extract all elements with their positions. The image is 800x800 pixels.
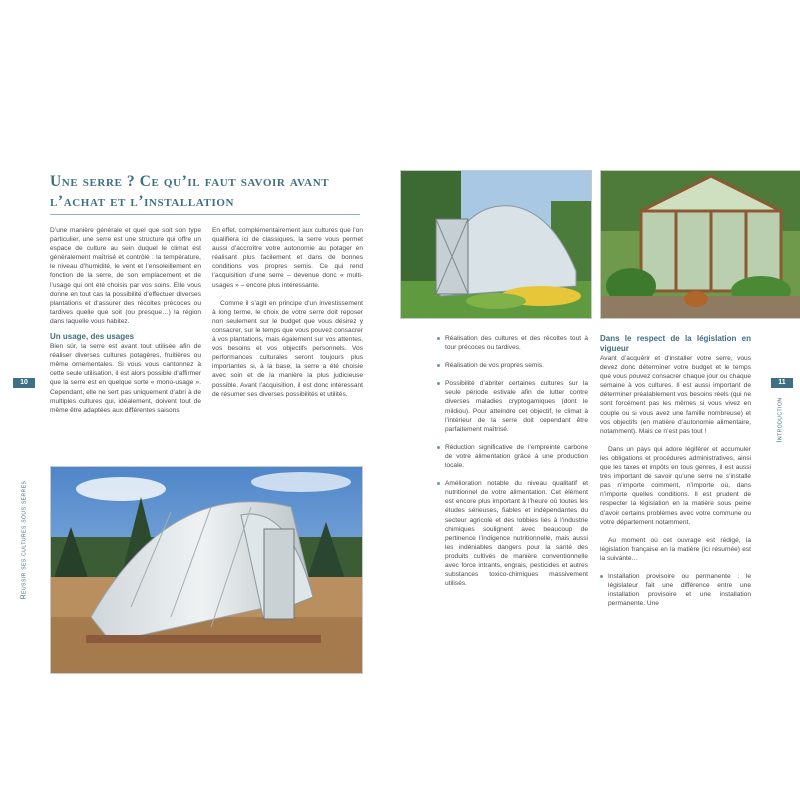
bullet-item: Amélioration notable du niveau qualitatif et nutritionnel de votre alimentation. Cet élément est encore plus important à l’heure où toutes les études sérieuses, fiables et indépendantes du secteur agricole et des lobbies liés à l’industrie chimiques soulignent avec beaucoup de pertinence l’indigence nutritionnelle, mais aussi les indéniables dangers pour la santé des produits cultivés de manière conventionnelle avec force intrants, engrais, pesticides et autres substances toxico-chimiques massivement utilisés. — [437, 479, 588, 588]
budget-paragraph: Avant d’acquérir et d’installer votre serre, vous devez donc déterminer votre budget et le temps que vous pouvez consacrer chaque jour ou chaque semaine à vos cultures. Il est aussi important de déterminer préalablement vos besoins réels (qui ne sont forcément pas les mêmes si vous vivez en couple ou si vous avez une famille nombreuse) et vos objectifs (en matière d’autonomie alimentaire, notamment). Mais ce n’est pas tout ! — [600, 355, 751, 435]
semis-paragraph: En effet, complémentairement aux cultures que l’on qualifiera ici de classiques, la serre vous permet aussi d’accroître votre autonomie au potager en réalisant plus facilement et dans de bonnes conditions vos propres semis. Ce qui rend l’acquisition d’une serre – devenue donc « multi-usages » – encore plus intéressante. — [212, 227, 363, 289]
usage-paragraph: Bien sûr, la serre est avant tout utilisée afin de réaliser diverses cultures potagères, fruitières ou même ornementales. Si vous vous cantonnez à cette seule utilisation, il est alors possible d’affirmer que la serre est en quelque sorte « mono-usage ». Cependant, elle ne sert pas uniquement d’abri à de multiples cultures qui, idéalement, doivent tout de même être adaptées aux différentes saisons — [50, 343, 201, 414]
installation-bullet: Installation provisoire ou permanente : le législateur fait une différence entre une installation provisoire et une installation permanente. Une — [600, 572, 751, 608]
bullet-item: Réalisation de vos propres semis. — [437, 361, 588, 370]
title-rule — [50, 214, 360, 215]
page-number-right: 11 — [771, 378, 793, 388]
bullet-item: Possibilité d’abriter certaines cultures sur la seule période estivale afin de lutter contre diverses maladies cryptogamiques (dont le mildiou). Pour atteindre cet objectif, le climat à l’intérieur de la serre doit cependant être parfaitement maîtrisé. — [437, 379, 588, 434]
right-column-1 — [437, 334, 588, 588]
investment-paragraph: Comme il s’agit en principe d’un investissement à long terme, le choix de votre serre doit reposer non seulement sur le budget que vous désirez y consacrer, sur le temps que vous pouvez consacrer à vos plantations, mais également sur vos attentes, vos besoins et vos objectifs personnels. Vos performances culturales seront toujours plus importantes si, à la base, la serre a été choisie avec soin et de la manière la plus judicieuse possible. Avant l’acquisition, il est donc intéressant de résumer ses diverses possibilités et utilités. — [212, 299, 363, 398]
left-column-1 — [50, 226, 201, 415]
left-column-2 — [212, 226, 363, 399]
photo-wooden-glass-greenhouse — [600, 170, 800, 319]
chapter-title-line-2: l’achat et l’installation — [50, 193, 235, 210]
bullet-item: Réalisation des cultures et des récoltes tout à tour précoces ou tardives. — [437, 334, 588, 352]
photo-tunnel-greenhouse — [400, 170, 592, 319]
chapter-title — [50, 172, 370, 212]
running-head-left: Réussir ses cultures sous serres — [20, 480, 28, 600]
legislation-paragraph: Dans un pays qui adore légiférer et accumuler les obligations et procédures administratives, ainsi que les taxes et impôts en tous genres, il est aussi très important de savoir qu’une serre ne s’installe pas n’importe comment, n’importe où, dans n’importe quelles conditions. Il est prudent de respecter la législation en la matière sous peine d’avoir certains problèmes avec votre commune ou votre département notamment. — [600, 445, 751, 526]
photo-polycarbonate-greenhouse — [50, 466, 363, 674]
summary-paragraph: Au moment où cet ouvrage est rédigé, la législation française en la matière (ici résumée) est la suivante… — [600, 536, 751, 562]
bullet-item: Réduction significative de l’empreinte carbone de votre alimentation grâce à une production locale. — [437, 443, 588, 470]
intro-paragraph: D’une manière générale et quel que soit son type particulier, une serre est une structure qui offre un espace de culture au sein duquel le climat est généralement maîtrisé et contrôlé : la température, le niveau d’humidité, le vent et l’ensoleillement en fonction de la serre, de son emplacement et de l’usage qui ont été choisis par vos soins. Elle vous donne en tout cas la possibilité d’effectuer diverses plantations et d’assurer des récoltes précoces ou tardives quelle que soit (ou presque…) la région dans laquelle vous habitez. — [50, 227, 201, 325]
subheading-usage: Un usage, des usages — [50, 332, 135, 342]
chapter-title-line-1: Une serre ? Ce qu’il faut savoir avant — [50, 173, 330, 190]
page-number-left: 10 — [13, 378, 35, 388]
running-head-right: Introduction — [776, 397, 784, 443]
right-column-2 — [600, 334, 751, 608]
subheading-legislation: Dans le respect de la législation en vigueur — [600, 334, 751, 353]
